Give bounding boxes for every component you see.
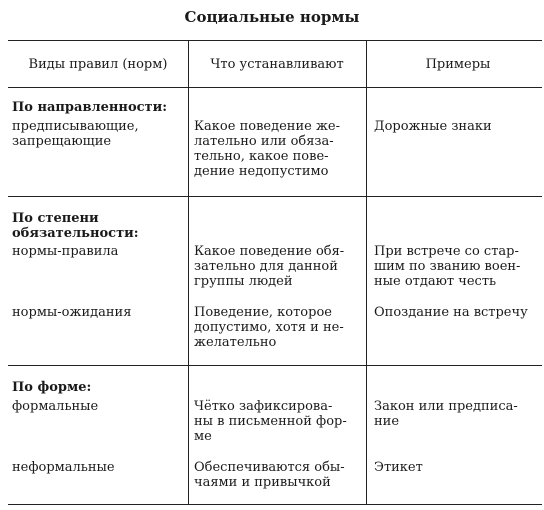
example-text: При встрече со стар- шим по званию воен- ные отдают честь [374, 244, 521, 289]
kind-label: предписывающие, запрещающие [12, 119, 139, 149]
what-text: Какое поведение же- лательно или обяза- тельно, какое пове- дение недопустимо [194, 119, 340, 179]
norms-table [8, 40, 542, 505]
kind-label: формальные [12, 399, 99, 414]
group-direction [8, 88, 542, 197]
what-text: Обеспечиваются обы- чаями и привычкой [194, 460, 345, 490]
header-what: Что устанавливают [188, 41, 367, 87]
example-text: Этикет [374, 460, 423, 475]
what-text: Поведение, которое допустимо, хотя и не- желательно [194, 305, 344, 350]
what-text: Чётко зафиксирова- ны в письменной фор- ме [194, 399, 347, 444]
example-text: Дорожные знаки [374, 119, 492, 134]
group-obligation [8, 197, 542, 366]
kind-label: неформальные [12, 460, 115, 475]
table-header-row [8, 41, 542, 88]
example-text: Опоздание на встречу [374, 305, 528, 320]
kind-label: нормы-ожидания [12, 305, 132, 320]
kind-label: нормы-правила [12, 244, 119, 259]
page-title: Социальные нормы [184, 8, 360, 26]
example-text: Закон или предписа- ние [374, 399, 518, 429]
group-heading: По степени обязательности: [12, 211, 139, 241]
what-text: Какое поведение обя- зательно для данной группы людей [194, 244, 345, 289]
group-heading: По направленности: [12, 100, 168, 115]
group-form [8, 366, 542, 504]
header-kind: Виды правил (норм) [28, 56, 168, 72]
header-examples: Примеры [425, 56, 491, 72]
group-heading: По форме: [12, 380, 92, 395]
